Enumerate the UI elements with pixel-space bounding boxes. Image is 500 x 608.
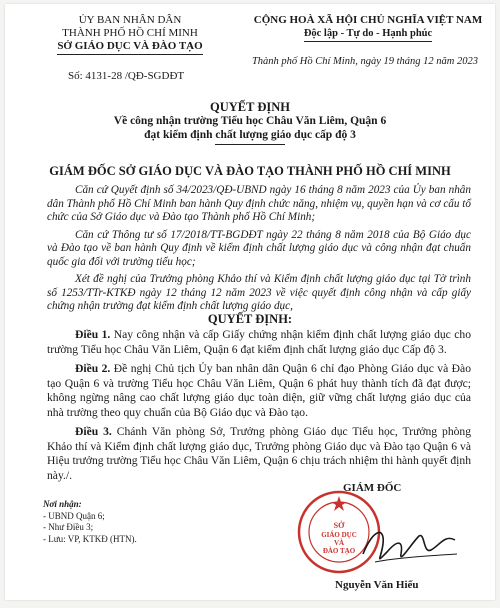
article-3: Điều 3. Chánh Văn phòng Sở, Trưởng phòng Giáo dục Tiểu học, Trưởng phòng Khảo thí và Kiểm định chất lượng giáo dục, Trưởng phòng Giáo dục và Đào tạo Quận 6 và Hiệu trưởng trường Tiểu học Châu Văn Liêm, Quận 6 chịu trách nhiệm thi hành quyết định này./. [47, 425, 472, 482]
document-page [5, 4, 495, 600]
svg-text:VÀ: VÀ [333, 539, 345, 547]
subject-line-2: đạt kiểm định chất lượng giáo dục cấp độ 3 [144, 129, 356, 141]
subject-underline [215, 144, 285, 145]
org-line-2: THÀNH PHỐ HỒ CHÍ MINH [62, 27, 198, 39]
preamble [47, 184, 471, 314]
svg-text:ĐÀO TẠO: ĐÀO TẠO [322, 547, 356, 555]
document-number: Số: 4131-28 /QĐ-SGDĐT [68, 70, 185, 82]
document-subject [5, 114, 495, 145]
signer-name: Nguyễn Văn Hiếu [335, 579, 419, 591]
recipient-item: - UBND Quận 6; [43, 510, 105, 521]
country-name: CỘNG HOÀ XÃ HỘI CHỦ NGHĨA VIỆT NAM [253, 14, 483, 26]
org-line-1: ỦY BAN NHÂN DÂN [78, 14, 182, 26]
recipient-item: - Như Điều 3; [43, 522, 94, 532]
national-header [243, 14, 493, 42]
issuing-authority [25, 14, 235, 55]
preamble-item: Xét đề nghị của Trưởng phòng Khảo thí và Kiểm định chất lượng giáo dục tại Tờ trình số 1253/TTr-KTKĐ ngày 12 tháng 12 năm 2023 về việc quyết định công nhận và cấp giấy chứng nhận trường đạt kiểm định chất lượng giáo dục, [47, 273, 471, 312]
article-1: Điều 1. Nay công nhận và cấp Giấy chứng nhận kiểm định chất lượng giáo dục cho trường Tiểu học Châu Văn Liêm, Quận 6 đạt kiểm định chất lượng giáo dục Cấp độ 3. [47, 328, 472, 356]
issue-date: Thành phố Hồ Chí Minh, ngày 19 tháng 12 năm 2023 [251, 56, 479, 67]
authority-title: GIÁM ĐỐC SỞ GIÁO DỤC VÀ ĐÀO TẠO THÀNH PHỐ HỒ CHÍ MINH [49, 164, 451, 178]
decides-heading: QUYẾT ĐỊNH: [207, 312, 293, 326]
motto: Độc lập - Tự do - Hạnh phúc [243, 27, 493, 42]
article-2: Điều 2. Đề nghị Chủ tịch Ủy ban nhân dân Quận 6 chỉ đạo Phòng Giáo dục và Đào tạo Quận 6 và trường Tiểu học Châu Văn Liêm, Quận 6 phát huy thành tích đã đạt được; không ngừng nâng cao chất lượng giáo dục toàn diện, giữ vững chất lượng giáo dục của nhà trường theo quy chuẩn của Bộ Giáo dục và Đào tạo. [47, 362, 471, 419]
recipients-title: Nơi nhận: [43, 499, 82, 509]
handwritten-signature-icon [355, 514, 465, 574]
org-line-3: SỞ GIÁO DỤC VÀ ĐÀO TẠO [25, 40, 235, 55]
preamble-item: Căn cứ Quyết định số 34/2023/QĐ-UBND ngày 16 tháng 8 năm 2023 của Ủy ban nhân dân Thành phố Hồ Chí Minh ban hành Quy định chức năng, nhiệm vụ, quyền hạn và cơ cấu tổ chức của Sở Giáo dục và Đào tạo Thành phố Hồ Chí Minh; [47, 184, 471, 223]
preamble-item: Căn cứ Thông tư số 17/2018/TT-BGDĐT ngày 22 tháng 8 năm 2018 của Bộ Giáo dục và Đào tạo về ban hành Quy định về kiểm định chất lượng giáo dục và công nhận đạt chuẩn quốc gia đối với trường tiểu học; [47, 228, 471, 268]
recipients [43, 499, 137, 545]
articles [47, 328, 471, 483]
subject-line-1: Về công nhận trường Tiểu học Châu Văn Liêm, Quận 6 [113, 115, 387, 127]
recipient-item: - Lưu: VP, KTKĐ (HTN). [43, 533, 137, 544]
signer-position: GIÁM ĐỐC [343, 482, 402, 494]
svg-text:SỞ: SỞ [333, 521, 345, 530]
svg-text:GIÁO DỤC: GIÁO DỤC [321, 531, 357, 539]
document-type: QUYẾT ĐỊNH [210, 100, 290, 114]
